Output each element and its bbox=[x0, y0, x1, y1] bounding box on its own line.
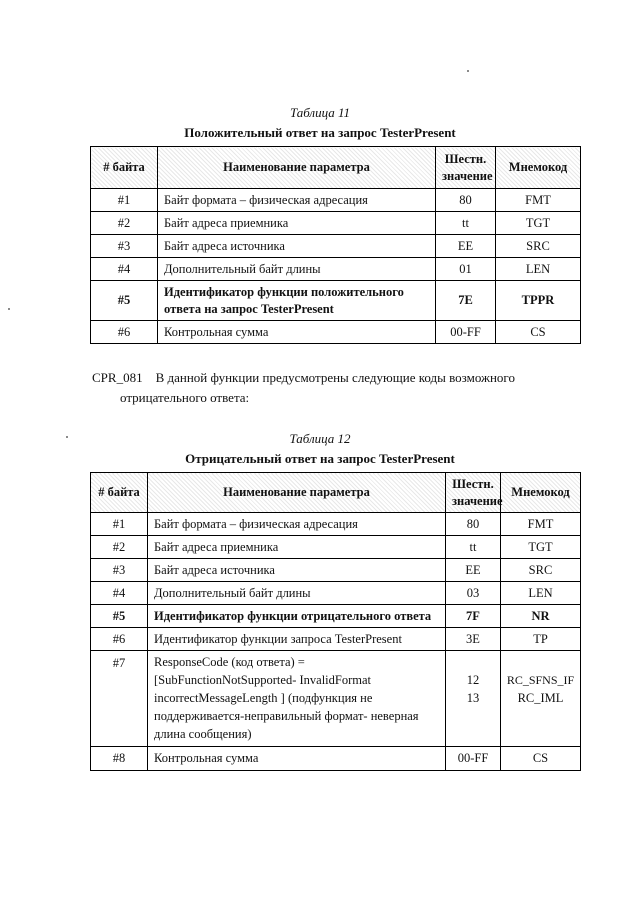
header-byte: # байта bbox=[91, 473, 148, 513]
header-mnemonic: Мнемокод bbox=[496, 147, 581, 189]
cell-hex: tt bbox=[436, 212, 496, 235]
cell-byte: #6 bbox=[91, 321, 158, 344]
cell-hex: 00-FF bbox=[436, 321, 496, 344]
cell-hex: 01 bbox=[436, 258, 496, 281]
scan-speck bbox=[8, 308, 10, 310]
cell-name: Идентификатор функции запроса TesterPresent bbox=[148, 628, 446, 651]
cell-name: Байт адреса источника bbox=[148, 559, 446, 582]
requirement-paragraph bbox=[92, 368, 562, 408]
row7-hex-1: 12 bbox=[466, 673, 480, 687]
table11-header-row bbox=[91, 147, 581, 189]
cell-byte: #4 bbox=[91, 258, 158, 281]
row7-line: incorrectMessageLength ] (подфункция не bbox=[154, 691, 373, 705]
cell-byte: #5 bbox=[91, 605, 148, 628]
table12-caption: Таблица 12 bbox=[289, 431, 351, 446]
row7-line: поддерживается-неправильный формат- неверная bbox=[154, 709, 419, 723]
table-row bbox=[91, 582, 581, 605]
row7-mnemonic-1: RC_SFNS_IF bbox=[506, 673, 575, 687]
table-row bbox=[91, 513, 581, 536]
table11-caption: Таблица 11 bbox=[289, 105, 351, 120]
cell-mnemonic: CS bbox=[496, 321, 581, 344]
cell-byte: #2 bbox=[91, 212, 158, 235]
cell-mnemonic: LEN bbox=[501, 582, 581, 605]
table12-header-row bbox=[91, 473, 581, 513]
cell-hex: 7F bbox=[446, 605, 501, 628]
cell-mnemonic: SRC bbox=[501, 559, 581, 582]
cell-hex: 00-FF bbox=[446, 747, 501, 771]
table-row bbox=[91, 235, 581, 258]
cell-mnemonic: LEN bbox=[496, 258, 581, 281]
cell-hex: tt bbox=[446, 536, 501, 559]
scan-speck bbox=[467, 70, 469, 72]
cell-name: Идентификатор функции отрицательного ответа bbox=[148, 605, 446, 628]
cell-hex: 3E bbox=[446, 628, 501, 651]
cell-mnemonic: TGT bbox=[501, 536, 581, 559]
cell-name: Идентификатор функции положительного ответа на запрос TesterPresent bbox=[158, 281, 436, 321]
table-row bbox=[91, 212, 581, 235]
cell-name: Байт адреса источника bbox=[158, 235, 436, 258]
cell-byte: #7 bbox=[91, 651, 148, 747]
table-row bbox=[91, 628, 581, 651]
cell-byte: #1 bbox=[91, 189, 158, 212]
table-row bbox=[91, 747, 581, 771]
cell-mnemonic: TGT bbox=[496, 212, 581, 235]
cell-hex: 7E bbox=[436, 281, 496, 321]
cell-byte: #6 bbox=[91, 628, 148, 651]
cell-hex bbox=[446, 651, 501, 747]
table-row bbox=[91, 536, 581, 559]
requirement-line1: В данной функции предусмотрены следующие коды возможного bbox=[155, 370, 515, 385]
cell-byte: #3 bbox=[91, 235, 158, 258]
table11-title: Положительный ответ на запрос TesterPresent bbox=[184, 125, 456, 140]
row7-mnemonic-2: RC_IML bbox=[517, 691, 564, 705]
cell-mnemonic: NR bbox=[501, 605, 581, 628]
table-row bbox=[91, 258, 581, 281]
row7-line: длина сообщения) bbox=[154, 727, 252, 741]
cell-byte: #8 bbox=[91, 747, 148, 771]
header-mnemonic: Мнемокод bbox=[501, 473, 581, 513]
requirement-id: CPR_081 bbox=[92, 370, 143, 385]
cell-hex: 80 bbox=[436, 189, 496, 212]
cell-hex: EE bbox=[446, 559, 501, 582]
cell-name: Дополнительный байт длины bbox=[158, 258, 436, 281]
header-hex: Шестн. значение bbox=[436, 147, 496, 189]
cell-byte: #1 bbox=[91, 513, 148, 536]
cell-name: Контрольная сумма bbox=[158, 321, 436, 344]
table12 bbox=[90, 472, 581, 771]
row7-line: [SubFunctionNotSupported- InvalidFormat bbox=[154, 673, 371, 687]
header-name: Наименование параметра bbox=[158, 147, 436, 189]
cell-mnemonic bbox=[501, 651, 581, 747]
cell-byte: #5 bbox=[91, 281, 158, 321]
cell-hex: EE bbox=[436, 235, 496, 258]
cell-byte: #3 bbox=[91, 559, 148, 582]
cell-byte: #2 bbox=[91, 536, 148, 559]
table12-title: Отрицательный ответ на запрос TesterPresent bbox=[185, 451, 455, 466]
requirement-line2: отрицательного ответа: bbox=[120, 390, 250, 405]
cell-mnemonic: TP bbox=[501, 628, 581, 651]
table-row bbox=[91, 605, 581, 628]
cell-mnemonic: FMT bbox=[501, 513, 581, 536]
table11 bbox=[90, 146, 581, 344]
cell-mnemonic: CS bbox=[501, 747, 581, 771]
table-row bbox=[91, 321, 581, 344]
cell-name: Байт адреса приемника bbox=[148, 536, 446, 559]
header-byte: # байта bbox=[91, 147, 158, 189]
cell-mnemonic: FMT bbox=[496, 189, 581, 212]
cell-name-multiline bbox=[148, 651, 446, 747]
cell-mnemonic: SRC bbox=[496, 235, 581, 258]
header-name: Наименование параметра bbox=[148, 473, 446, 513]
row7-line: ResponseCode (код ответа) = bbox=[154, 655, 305, 669]
cell-name: Байт адреса приемника bbox=[158, 212, 436, 235]
cell-name: Дополнительный байт длины bbox=[148, 582, 446, 605]
cell-hex: 03 bbox=[446, 582, 501, 605]
header-hex: Шестн. значение bbox=[446, 473, 501, 513]
cell-mnemonic: TPPR bbox=[496, 281, 581, 321]
cell-byte: #4 bbox=[91, 582, 148, 605]
table-row bbox=[91, 559, 581, 582]
cell-name: Байт формата – физическая адресация bbox=[158, 189, 436, 212]
row7-hex-2: 13 bbox=[466, 691, 480, 705]
table-row bbox=[91, 651, 581, 747]
table-row bbox=[91, 281, 581, 321]
cell-hex: 80 bbox=[446, 513, 501, 536]
table-row bbox=[91, 189, 581, 212]
cell-name: Байт формата – физическая адресация bbox=[148, 513, 446, 536]
cell-name: Контрольная сумма bbox=[148, 747, 446, 771]
